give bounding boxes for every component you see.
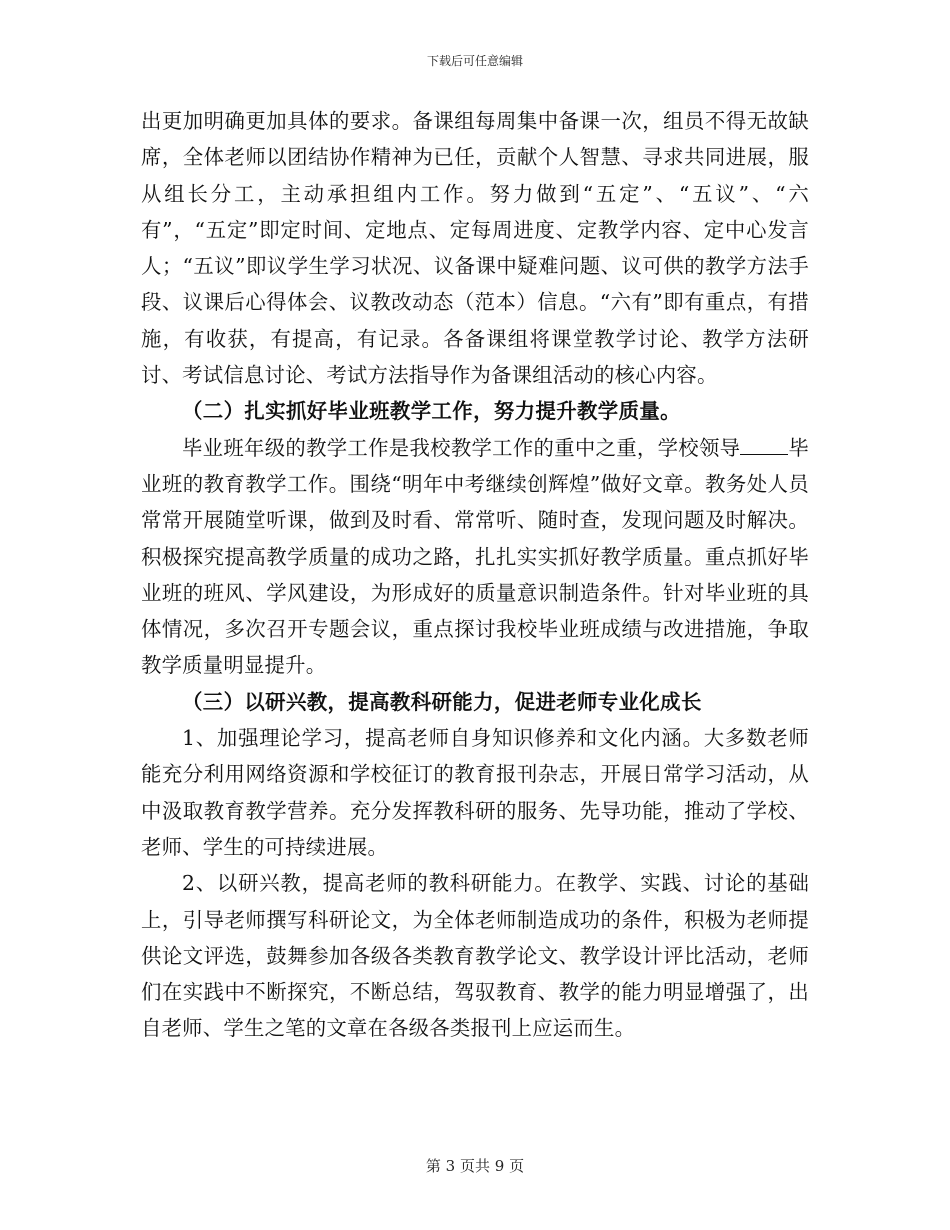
paragraph-graduating-class-start: 毕业班年级的教学工作是我校教学工作的重中之重，学校领导 xyxy=(182,435,741,460)
paragraph-graduating-class xyxy=(141,430,809,684)
paragraph-research-ability: 2、以研兴教，提高老师的教科研能力。在教学、实践、讨论的基础上，引导老师撰写科研论文，为全体老师制造成功的条件，积极为老师提供论文评选，鼓舞参加各级各类教育教学论文、教学设计评比活动，老师们在实践中不断探究，不断总结，驾驭教育、教学的能力明显增强了，出自老师、学生之笔的文章在各级各类报刊上应运而生。 xyxy=(141,871,809,1041)
paragraph-prep-group: 出更加明确更加具体的要求。备课组每周集中备课一次，组员不得无故缺席，全体老师以团结协作精神为已任，贡献个人智慧、寻求共同进展，服从组长分工，主动承担组内工作。努力做到“五定”、“五议”、“六有”，“五定”即定时间、定地点、定每周进度、定教学内容、定中心发言人；“五议”即议学生学习状况、议备课中疑难问题、议可供的教学方法手段、议课后心得体会、议教改动态（范本）信息。“六有”即有重点，有措施，有收获，有提高，有记录。各备课组将课堂教学讨论、教学方法研讨、考试信息讨论、考试方法指导作为备课组活动的核心内容。 xyxy=(141,109,809,388)
document-body xyxy=(141,103,809,1047)
section-heading-research: （三）以研兴教，提高教科研能力，促进老师专业化成长 xyxy=(182,689,702,714)
paragraph-graduating-class-rest: 毕业班的教育教学工作。围绕“明年中考继续创辉煌”做好文章。教务处人员常常开展随堂听课，做到及时看、常常听、随时查，发现问题及时解决。积极探究提高教学质量的成功之路，扎扎实实抓好教学质量。重点抓好毕业班的班风、学风建设，为形成好的质量意识制造条件。针对毕业班的具体情况，多次召开专题会议，重点探讨我校毕业班成绩与改进措施，争取教学质量明显提升。 xyxy=(141,435,809,678)
page-number: 第 3 页共 9 页 xyxy=(425,1157,525,1175)
page-header-note: 下载后可任意编辑 xyxy=(426,54,523,68)
section-heading-graduating-class: （二）扎实抓好毕业班教学工作，努力提升教学质量。 xyxy=(182,399,681,424)
fill-in-blank xyxy=(740,436,788,455)
paragraph-theory-study: 1、加强理论学习，提高老师自身知识修养和文化内涵。大多数老师能充分利用网络资源和学校征订的教育报刊杂志，开展日常学习活动，从中汲取教育教学营养。充分发挥教科研的服务、先导功能，推动了学校、老师、学生的可持续进展。 xyxy=(141,726,809,859)
